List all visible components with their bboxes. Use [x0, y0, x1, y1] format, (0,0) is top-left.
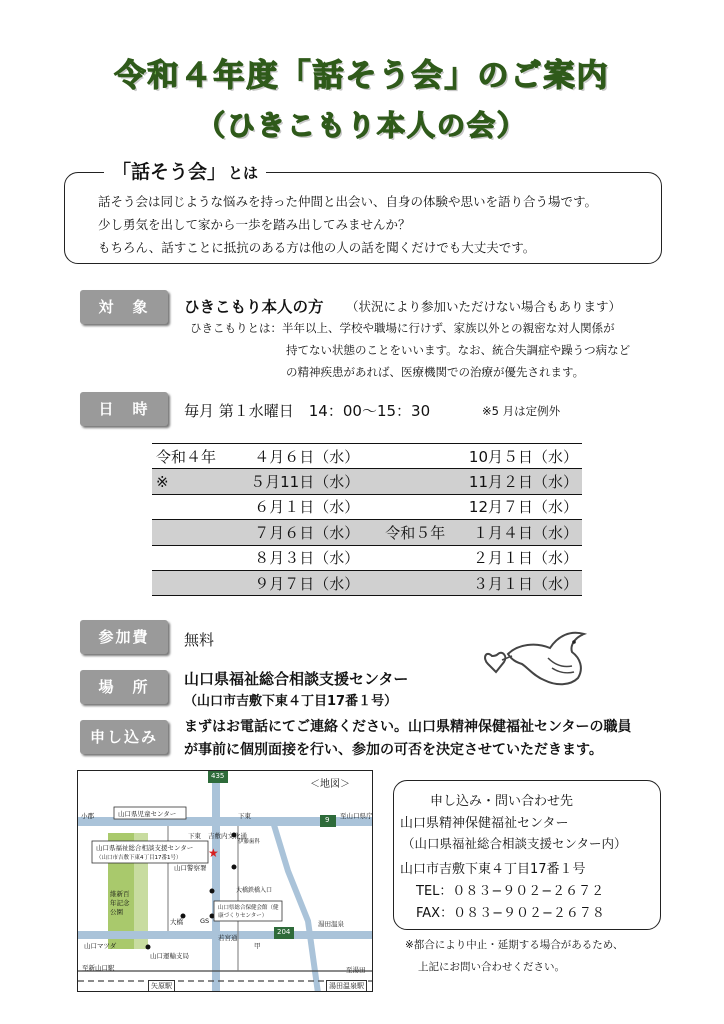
page-title: 令和４年度「話そう会」のご案内	[114, 58, 610, 94]
schedule-cell: ３月１日（水）	[449, 570, 582, 595]
target-note: （状況により参加いただけない場合もあります）	[346, 299, 622, 314]
schedule-cell	[363, 469, 449, 494]
schedule-cell: ７月６日（水）	[230, 520, 363, 545]
fee-label: 参加費	[80, 620, 168, 654]
route-204-marker: 204	[277, 928, 291, 936]
schedule-cell	[363, 444, 449, 469]
map-label-shimohigashi: 下東	[188, 832, 201, 840]
map-label-yuda: 湯田温泉	[318, 920, 344, 928]
map-label-jinkai: 若宮通	[218, 934, 238, 942]
schedule-cell: 令和４年	[152, 444, 230, 469]
route-435-marker: 435	[211, 772, 225, 780]
schedule-cell: ４月６日（水）	[230, 444, 363, 469]
map-label-kogai: 小郡	[81, 812, 94, 820]
schedule-row	[152, 469, 582, 494]
map-label-unyu: 山口運輸支局	[150, 952, 189, 960]
schedule-cell	[152, 494, 230, 519]
schedule-cell: ９月７日（水）	[230, 570, 363, 595]
contact-address: 山口市吉敷下東４丁目17番１号	[400, 862, 586, 877]
schedule-cell	[363, 570, 449, 595]
map-label-gs: GS	[200, 917, 210, 925]
schedule-table	[152, 443, 582, 596]
schedule-row	[152, 444, 582, 469]
schedule-cell: １月４日（水）	[449, 520, 582, 545]
apply-line: まずはお電話にてご連絡ください。山口県精神保健福祉センターの職員	[184, 719, 632, 735]
schedule-row	[152, 520, 582, 545]
intro-heading	[104, 157, 266, 184]
location-map	[77, 770, 373, 992]
map-label-yudaonsen: 湯田温泉駅	[326, 980, 367, 992]
map-label-ikeda: 伊藤歯科	[238, 839, 261, 845]
map-label-park: 維新百年記念公園	[110, 890, 130, 916]
contact-heading: 申し込み・問い合わせ先	[430, 794, 574, 809]
map-label-mazda: 山口マツダ	[84, 942, 117, 950]
map-label-yabara: 矢原駅	[148, 980, 175, 992]
schedule-cell	[152, 545, 230, 570]
intro-line: 少し勇気を出して家から一歩を踏み出してみませんか？	[98, 217, 411, 232]
map-label-yamaguchi: 至山口県庁	[340, 812, 373, 820]
schedule-cell: ８月３日（水）	[230, 545, 363, 570]
page-subtitle: （ひきこもり本人の会）	[196, 109, 527, 142]
schedule-cell: ２月１日（水）	[449, 545, 582, 570]
map-label-fukushi-addr: （山口市吉敷下東4丁目17番1号）	[96, 855, 182, 861]
place-name: 山口県福祉総合相談支援センター	[184, 670, 409, 688]
schedule-cell: 12月７日（水）	[449, 494, 582, 519]
schedule-cell: ６月１日（水）	[230, 494, 363, 519]
schedule-cell: ５月11日（水）	[230, 469, 363, 494]
place-address: （山口市吉敷下東４丁目17番１号）	[184, 694, 398, 709]
datetime-label: 日 時	[80, 392, 168, 426]
road-435	[212, 781, 220, 992]
datetime-note: ※5 月は定例外	[482, 404, 561, 418]
intro-line: 話そう会は同じような悩みを持った仲間と出会い、自身の体験や思いを語り合う場です。	[98, 194, 598, 209]
map-label-hoken: 山口県総合保健会館（健康づくりセンター）	[218, 905, 279, 919]
footnote-line: 上記にお問い合わせください。	[418, 961, 565, 973]
target-definition-line: 持てない状態のことをいいます。なお、統合失調症や躁うつ病など	[286, 343, 631, 357]
schedule-cell: 10月５日（水）	[449, 444, 582, 469]
svg-text:★: ★	[208, 846, 219, 860]
map-label-jidou: 山口県児童センター	[118, 810, 177, 818]
apply-label: 申し込み	[80, 720, 168, 754]
schedule-row	[152, 545, 582, 570]
apply-line: が事前に個別面接を行い、参加の可否を決定させていただきます。	[184, 742, 603, 758]
datetime-main: 毎月 第１水曜日 14：00〜15：30	[184, 402, 431, 420]
map-label-shimohigashi2: 下東	[238, 812, 251, 820]
fee-value: 無料	[184, 631, 215, 649]
map-label-iwaki: 大橋鉄橋入口	[236, 887, 273, 894]
contact-tel: TEL：０８３−９０２−２６７２	[416, 884, 605, 899]
footnote-line: ※都合により中止・延期する場合があるため、	[405, 939, 624, 951]
map-label-shinyamaguchi: 至新山口駅	[82, 964, 115, 972]
map-label-keisatsu: 山口警察署	[174, 864, 207, 872]
contact-fax: FAX：０８３−９０２−２６７８	[416, 906, 605, 921]
schedule-cell	[152, 570, 230, 595]
contact-org: 山口県精神保健福祉センター	[400, 816, 569, 831]
schedule-cell	[152, 520, 230, 545]
target-main: ひきこもり本人の方	[184, 298, 324, 316]
schedule-row	[152, 570, 582, 595]
schedule-cell	[363, 494, 449, 519]
map-label-fukushi: 山口県福祉総合相談支援センター	[96, 844, 194, 852]
schedule-cell: 令和５年	[363, 520, 449, 545]
map-title: ＜地図＞	[310, 779, 350, 790]
target-label: 対 象	[80, 290, 168, 324]
schedule-cell: 11月２日（水）	[449, 469, 582, 494]
dove-heart-icon	[478, 622, 598, 692]
map-label-mutsu: 甲	[254, 942, 261, 950]
intro-heading-text: 「話そう会」	[112, 161, 227, 183]
target-definition-line: の精神疾患があれば、医療機関での治療が優先されます。	[286, 365, 585, 379]
route-9-marker: 9	[325, 816, 330, 824]
schedule-row	[152, 494, 582, 519]
target-definition-line: ひきこもりとは：半年以上、学校や職場に行けず、家族以外との親密な対人関係が	[190, 321, 615, 335]
place-label: 場 所	[80, 670, 168, 704]
intro-heading-suffix: とは	[228, 164, 259, 182]
contact-org-note: （山口県福祉総合相談支援センター内）	[402, 836, 627, 851]
intro-line: もちろん、話すことに抵抗のある方は他の人の話を聞くだけでも大丈夫です。	[98, 240, 536, 255]
map-label-yuda-dir: 至湯田	[346, 966, 366, 974]
schedule-cell: ※	[152, 469, 230, 494]
map-label-yoshiki: 吉敷内文化通	[208, 832, 247, 840]
map-label-ohashi: 大橋	[170, 918, 183, 926]
schedule-cell	[363, 545, 449, 570]
